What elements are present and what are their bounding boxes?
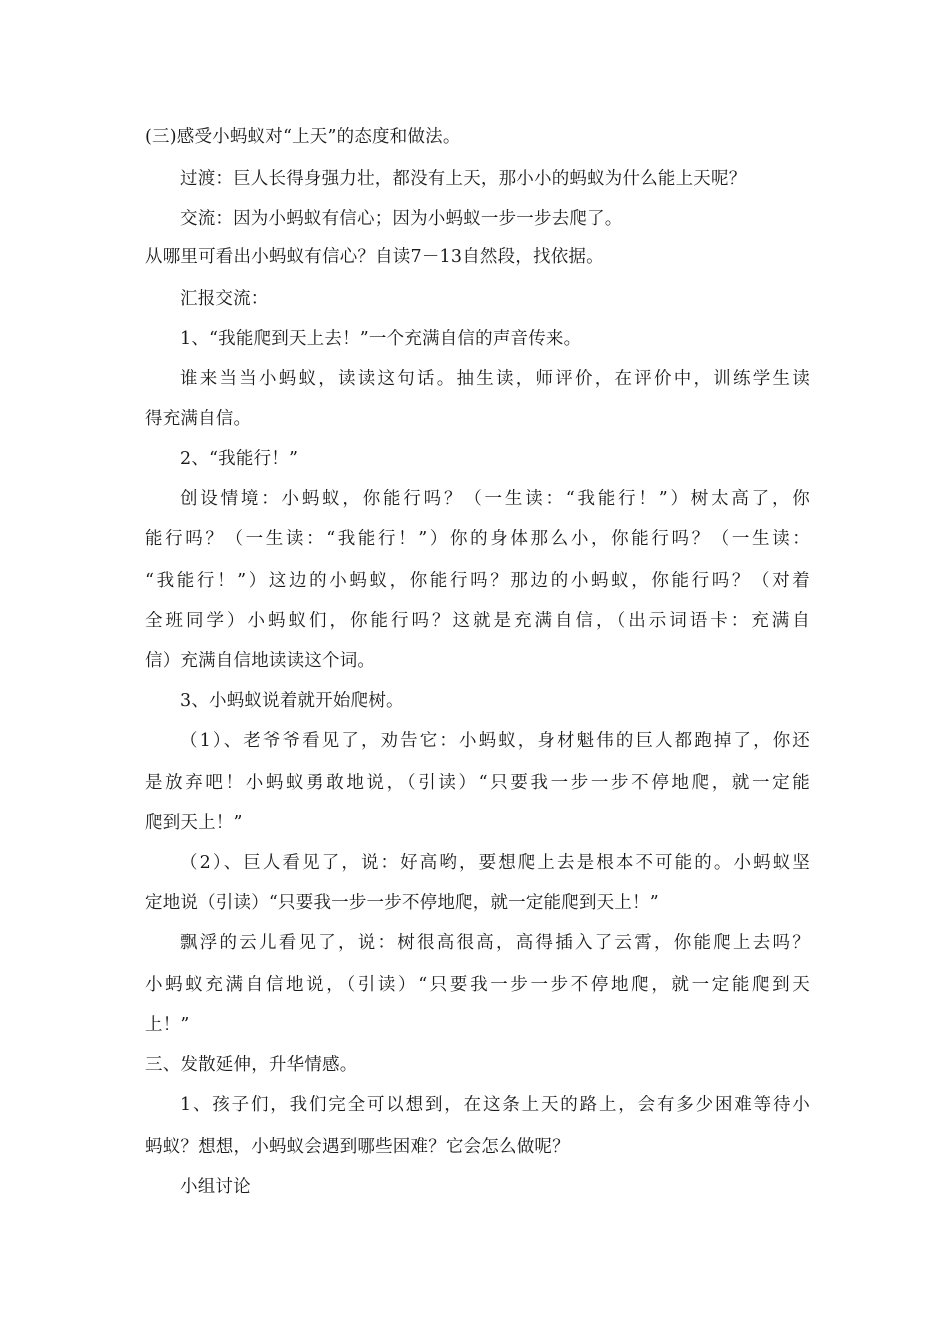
paragraph-line: 爬到天上！” xyxy=(145,813,243,833)
paragraph-line: 小组讨论 xyxy=(180,1177,251,1197)
section-heading: (三)感受小蚂蚁对“上天”的态度和做法。 xyxy=(145,127,461,147)
paragraph-line: 交流：因为小蚂蚁有信心；因为小蚂蚁一步一步去爬了。 xyxy=(180,209,623,229)
paragraph-line: 谁来当当小蚂蚁，读读这句话。抽生读，师评价，在评价中，训练学生读 xyxy=(180,369,810,389)
paragraph-line: 从哪里可看出小蚂蚁有信心？自读7－13自然段，找依据。 xyxy=(145,247,604,267)
paragraph-line: 信）充满自信地读读这个词。 xyxy=(145,651,376,671)
paragraph-line: 1、“我能爬到天上去！”一个充满自信的声音传来。 xyxy=(180,329,582,349)
paragraph-line: 全班同学）小蚂蚁们，你能行吗？这就是充满自信，（出示词语卡：充满自 xyxy=(145,611,810,631)
paragraph-line: 小蚂蚁充满自信地说，（引读）“只要我一步一步不停地爬，就一定能爬到天 xyxy=(145,975,810,995)
paragraph-line: 是放弃吧！小蚂蚁勇敢地说，（引读）“只要我一步一步不停地爬，就一定能 xyxy=(145,773,810,793)
paragraph-line: 蚂蚁？想想，小蚂蚁会遇到哪些困难？它会怎么做呢？ xyxy=(145,1137,570,1157)
paragraph-line: 飘浮的云儿看见了，说：树很高很高，高得插入了云霄，你能爬上去吗？ xyxy=(180,933,810,953)
paragraph-line: “我能行！”）这边的小蚂蚁，你能行吗？那边的小蚂蚁，你能行吗？（对着 xyxy=(145,571,810,591)
paragraph-line: （2）、巨人看见了，说：好高哟，要想爬上去是根本不可能的。小蚂蚁坚 xyxy=(180,853,810,873)
paragraph-line: 汇报交流： xyxy=(180,289,269,309)
paragraph-line: 3、小蚂蚁说着就开始爬树。 xyxy=(180,691,404,711)
paragraph-line: （1）、老爷爷看见了，劝告它：小蚂蚁，身材魁伟的巨人都跑掉了，你还 xyxy=(180,731,810,751)
paragraph-line: 2、“我能行！” xyxy=(180,449,299,469)
section-heading: 三、发散延伸，升华情感。 xyxy=(145,1055,358,1075)
paragraph-line: 过渡：巨人长得身强力壮，都没有上天，那小小的蚂蚁为什么能上天呢？ xyxy=(180,169,747,189)
paragraph-line: 上！” xyxy=(145,1015,190,1035)
paragraph-line: 创设情境：小蚂蚁，你能行吗？（一生读：“我能行！”）树太高了，你 xyxy=(180,489,810,509)
paragraph-line: 能行吗？（一生读：“我能行！”）你的身体那么小，你能行吗？（一生读： xyxy=(145,529,810,549)
paragraph-line: 1、孩子们，我们完全可以想到，在这条上天的路上，会有多少困难等待小 xyxy=(180,1095,810,1115)
paragraph-line: 得充满自信。 xyxy=(145,409,252,429)
paragraph-line: 定地说（引读）“只要我一步一步不停地爬，就一定能爬到天上！” xyxy=(145,893,659,913)
